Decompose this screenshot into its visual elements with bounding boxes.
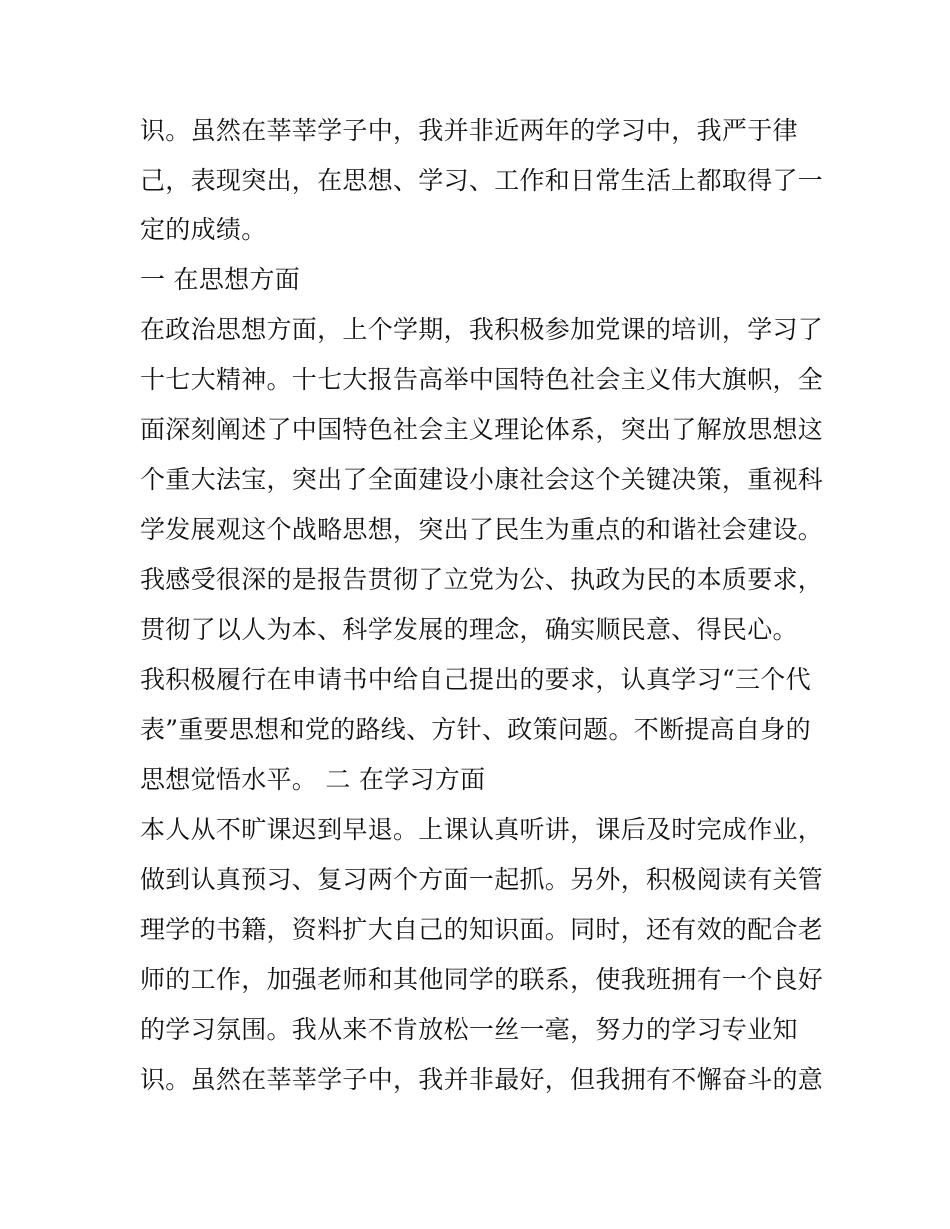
text-line: 己，表现突出，在思想、学习、工作和日常生活上都取得了一 [140, 166, 824, 195]
text-line: 贯彻了以人为本、科学发展的理念，确实顺民意、得民心。 [140, 615, 798, 644]
text-line: 本人从不旷课迟到早退。上课认真听讲，课后及时完成作业， [140, 815, 824, 844]
text-line: 做到认真预习、复习两个方面一起抓。另外，积极阅读有关管 [140, 865, 824, 894]
text-line: 个重大法宝，突出了全面建设小康社会这个关键决策，重视科 [140, 465, 824, 494]
text-line: 面深刻阐述了中国特色社会主义理论体系，突出了解放思想这 [140, 415, 824, 444]
text-line: 表”重要思想和党的路线、方针、政策问题。不断提高自身的 [140, 715, 811, 744]
section-heading: 一 在思想方面 [140, 265, 301, 294]
text-line: 师的工作，加强老师和其他同学的联系，使我班拥有一个良好 [140, 965, 824, 994]
text-line: 思想觉悟水平。 二 在学习方面 [140, 765, 486, 794]
text-line: 定的成绩。 [140, 215, 267, 244]
text-line: 识。虽然在莘莘学子中，我并非最好，但我拥有不懈奋斗的意 [140, 1065, 824, 1094]
text-line: 在政治思想方面，上个学期，我积极参加党课的培训，学习了 [140, 315, 824, 344]
text-line: 我积极履行在申请书中给自己提出的要求，认真学习“三个代 [140, 665, 811, 694]
text-line: 十七大精神。十七大报告高举中国特色社会主义伟大旗帜，全 [140, 365, 824, 394]
text-line: 学发展观这个战略思想，突出了民生为重点的和谐社会建设。 [140, 515, 824, 544]
text-line: 识。虽然在莘莘学子中，我并非近两年的学习中，我严于律 [140, 116, 798, 145]
text-line: 理学的书籍，资料扩大自己的知识面。同时，还有效的配合老 [140, 915, 824, 944]
text-line: 我感受很深的是报告贯彻了立党为公、执政为民的本质要求， [140, 565, 824, 594]
text-line: 的学习氛围。我从来不肯放松一丝一毫，努力的学习专业知 [140, 1015, 798, 1044]
